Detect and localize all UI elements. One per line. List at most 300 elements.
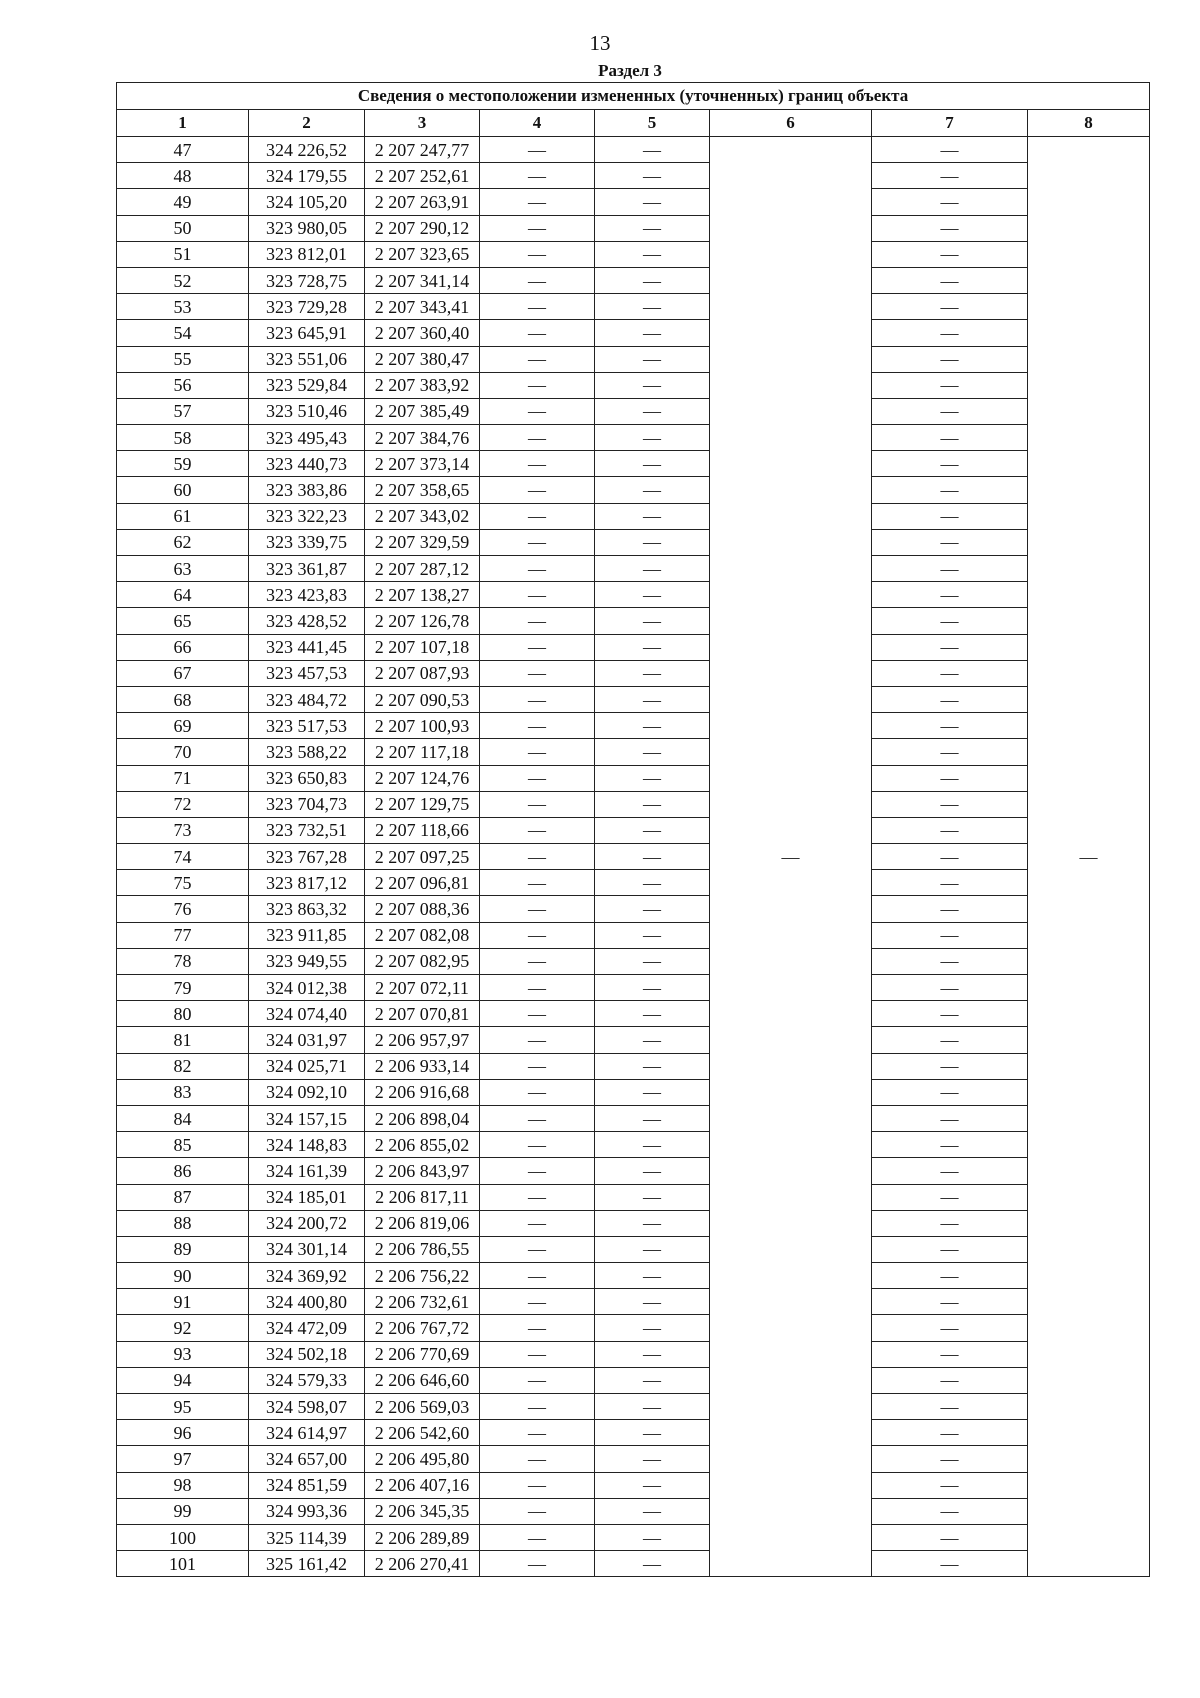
x-coordinate-cell: 323 650,83 [249,765,365,791]
x-coordinate-cell: 323 728,75 [249,267,365,293]
col5-dash-cell: — [595,686,710,712]
col5-dash-cell: — [595,1105,710,1131]
col7-dash-cell: — [872,1053,1028,1079]
col7-dash-cell: — [872,713,1028,739]
col4-dash-cell: — [480,1236,595,1262]
table-row [117,1446,1150,1472]
col4-dash-cell: — [480,1184,595,1210]
point-number-cell: 95 [117,1394,249,1420]
y-coordinate-cell: 2 206 345,35 [365,1498,480,1524]
col5-dash-cell: — [595,1472,710,1498]
col4-dash-cell: — [480,948,595,974]
col7-dash-cell: — [872,294,1028,320]
x-coordinate-cell: 324 179,55 [249,163,365,189]
point-number-cell: 68 [117,686,249,712]
x-coordinate-cell: 324 074,40 [249,1001,365,1027]
col7-dash-cell: — [872,241,1028,267]
col7-dash-cell: — [872,922,1028,948]
x-coordinate-cell: 323 495,43 [249,425,365,451]
y-coordinate-cell: 2 207 072,11 [365,975,480,1001]
col4-dash-cell: — [480,1158,595,1184]
col5-dash-cell: — [595,896,710,922]
col5-dash-cell: — [595,948,710,974]
col4-dash-cell: — [480,582,595,608]
x-coordinate-cell: 324 993,36 [249,1498,365,1524]
y-coordinate-cell: 2 207 082,95 [365,948,480,974]
col4-dash-cell: — [480,1498,595,1524]
col7-dash-cell: — [872,896,1028,922]
table-row [117,1341,1150,1367]
y-coordinate-cell: 2 206 646,60 [365,1367,480,1393]
y-coordinate-cell: 2 207 096,81 [365,870,480,896]
table-row [117,922,1150,948]
x-coordinate-cell: 323 529,84 [249,372,365,398]
point-number-cell: 77 [117,922,249,948]
y-coordinate-cell: 2 207 252,61 [365,163,480,189]
point-number-cell: 62 [117,529,249,555]
col5-dash-cell: — [595,1446,710,1472]
point-number-cell: 66 [117,634,249,660]
x-coordinate-cell: 324 301,14 [249,1236,365,1262]
y-coordinate-cell: 2 206 569,03 [365,1394,480,1420]
y-coordinate-cell: 2 207 118,66 [365,817,480,843]
col7-dash-cell: — [872,1524,1028,1550]
col5-dash-cell: — [595,1524,710,1550]
col4-dash-cell: — [480,1263,595,1289]
y-coordinate-cell: 2 207 124,76 [365,765,480,791]
page-number: 13 [589,31,611,55]
col5-dash-cell: — [595,346,710,372]
x-coordinate-cell: 323 322,23 [249,503,365,529]
y-coordinate-cell: 2 207 107,18 [365,634,480,660]
col5-dash-cell: — [595,1551,710,1577]
col4-dash-cell: — [480,686,595,712]
point-number-cell: 98 [117,1472,249,1498]
x-coordinate-cell: 324 851,59 [249,1472,365,1498]
col5-dash-cell: — [595,975,710,1001]
col5-dash-cell: — [595,1158,710,1184]
y-coordinate-cell: 2 206 495,80 [365,1446,480,1472]
col7-dash-cell: — [872,1158,1028,1184]
x-coordinate-cell: 323 911,85 [249,922,365,948]
col7-dash-cell: — [872,1210,1028,1236]
col5-dash-cell: — [595,660,710,686]
point-number-cell: 89 [117,1236,249,1262]
col7-dash-cell: — [872,503,1028,529]
table-row [117,1105,1150,1131]
table-row [117,1184,1150,1210]
y-coordinate-cell: 2 206 819,06 [365,1210,480,1236]
table-row [117,870,1150,896]
col4-dash-cell: — [480,922,595,948]
table-row [117,241,1150,267]
point-number-cell: 74 [117,844,249,870]
column-header-1: 1 [117,110,249,137]
x-coordinate-cell: 324 161,39 [249,1158,365,1184]
y-coordinate-cell: 2 206 855,02 [365,1132,480,1158]
y-coordinate-cell: 2 206 933,14 [365,1053,480,1079]
col4-dash-cell: — [480,896,595,922]
col4-dash-cell: — [480,765,595,791]
table-row [117,1420,1150,1446]
col5-dash-cell: — [595,451,710,477]
table-row [117,267,1150,293]
col7-dash-cell: — [872,817,1028,843]
table-row [117,791,1150,817]
point-number-cell: 72 [117,791,249,817]
table-row [117,1289,1150,1315]
table-row [117,660,1150,686]
x-coordinate-cell: 323 517,53 [249,713,365,739]
point-number-cell: 79 [117,975,249,1001]
col5-dash-cell: — [595,1315,710,1341]
table-row [117,215,1150,241]
table-row [117,608,1150,634]
col4-dash-cell: — [480,660,595,686]
table-row [117,1498,1150,1524]
col4-dash-cell: — [480,1105,595,1131]
col5-dash-cell: — [595,634,710,660]
y-coordinate-cell: 2 206 542,60 [365,1420,480,1446]
col4-dash-cell: — [480,346,595,372]
y-coordinate-cell: 2 206 732,61 [365,1289,480,1315]
y-coordinate-cell: 2 207 343,02 [365,503,480,529]
table-row [117,582,1150,608]
col4-dash-cell: — [480,1420,595,1446]
y-coordinate-cell: 2 207 383,92 [365,372,480,398]
col7-dash-cell: — [872,844,1028,870]
col7-dash-cell: — [872,765,1028,791]
col4-dash-cell: — [480,137,595,163]
col4-dash-cell: — [480,634,595,660]
col7-dash-cell: — [872,1472,1028,1498]
col5-dash-cell: — [595,844,710,870]
point-number-cell: 73 [117,817,249,843]
x-coordinate-cell: 324 092,10 [249,1079,365,1105]
col5-dash-cell: — [595,1210,710,1236]
x-coordinate-cell: 323 729,28 [249,294,365,320]
col5-dash-cell: — [595,713,710,739]
col5-dash-cell: — [595,425,710,451]
x-coordinate-cell: 324 579,33 [249,1367,365,1393]
col5-dash-cell: — [595,189,710,215]
x-coordinate-cell: 324 185,01 [249,1184,365,1210]
col5-dash-cell: — [595,1289,710,1315]
col7-dash-cell: — [872,556,1028,582]
col4-dash-cell: — [480,713,595,739]
table-row [117,503,1150,529]
col5-dash-cell: — [595,1420,710,1446]
col5-dash-cell: — [595,137,710,163]
col4-dash-cell: — [480,425,595,451]
y-coordinate-cell: 2 207 129,75 [365,791,480,817]
table-row [117,189,1150,215]
column-header-5: 5 [595,110,710,137]
x-coordinate-cell: 323 428,52 [249,608,365,634]
y-coordinate-cell: 2 207 287,12 [365,556,480,582]
point-number-cell: 48 [117,163,249,189]
point-number-cell: 82 [117,1053,249,1079]
col5-dash-cell: — [595,1263,710,1289]
table-row [117,529,1150,555]
y-coordinate-cell: 2 207 088,36 [365,896,480,922]
col5-dash-cell: — [595,556,710,582]
y-coordinate-cell: 2 206 786,55 [365,1236,480,1262]
table-row [117,398,1150,424]
y-coordinate-cell: 2 206 916,68 [365,1079,480,1105]
column-header-7: 7 [872,110,1028,137]
col5-dash-cell: — [595,1394,710,1420]
col4-dash-cell: — [480,189,595,215]
col4-dash-cell: — [480,1524,595,1550]
col5-dash-cell: — [595,922,710,948]
point-number-cell: 61 [117,503,249,529]
table-row [117,948,1150,974]
x-coordinate-cell: 323 588,22 [249,739,365,765]
point-number-cell: 88 [117,1210,249,1236]
column-header-4: 4 [480,110,595,137]
x-coordinate-cell: 323 440,73 [249,451,365,477]
y-coordinate-cell: 2 207 090,53 [365,686,480,712]
y-coordinate-cell: 2 207 097,25 [365,844,480,870]
col4-dash-cell: — [480,1289,595,1315]
col7-dash-cell: — [872,739,1028,765]
table-row [117,346,1150,372]
point-number-cell: 65 [117,608,249,634]
point-number-cell: 100 [117,1524,249,1550]
point-number-cell: 94 [117,1367,249,1393]
y-coordinate-cell: 2 206 843,97 [365,1158,480,1184]
col5-dash-cell: — [595,1367,710,1393]
point-number-cell: 47 [117,137,249,163]
col7-dash-cell: — [872,372,1028,398]
y-coordinate-cell: 2 207 138,27 [365,582,480,608]
col4-dash-cell: — [480,163,595,189]
table-row [117,1236,1150,1262]
col4-dash-cell: — [480,451,595,477]
point-number-cell: 101 [117,1551,249,1577]
col7-dash-cell: — [872,1341,1028,1367]
col7-dash-cell: — [872,975,1028,1001]
col4-dash-cell: — [480,1551,595,1577]
x-coordinate-cell: 324 025,71 [249,1053,365,1079]
col5-dash-cell: — [595,163,710,189]
col4-dash-cell: — [480,1027,595,1053]
x-coordinate-cell: 324 369,92 [249,1263,365,1289]
table-row [117,1263,1150,1289]
point-number-cell: 56 [117,372,249,398]
x-coordinate-cell: 324 200,72 [249,1210,365,1236]
col4-dash-cell: — [480,398,595,424]
x-coordinate-cell: 323 484,72 [249,686,365,712]
col7-dash-cell: — [872,477,1028,503]
col5-dash-cell: — [595,398,710,424]
point-number-cell: 93 [117,1341,249,1367]
x-coordinate-cell: 324 657,00 [249,1446,365,1472]
point-number-cell: 90 [117,1263,249,1289]
x-coordinate-cell: 323 863,32 [249,896,365,922]
col7-dash-cell: — [872,189,1028,215]
y-coordinate-cell: 2 207 323,65 [365,241,480,267]
y-coordinate-cell: 2 206 817,11 [365,1184,480,1210]
table-row [117,451,1150,477]
x-coordinate-cell: 325 114,39 [249,1524,365,1550]
point-number-cell: 92 [117,1315,249,1341]
col4-dash-cell: — [480,870,595,896]
x-coordinate-cell: 323 551,06 [249,346,365,372]
table-body [117,137,1150,1577]
column-header-row [117,110,1150,137]
col8-merged-cell: — [1028,137,1150,1577]
table-row [117,1158,1150,1184]
point-number-cell: 63 [117,556,249,582]
point-number-cell: 54 [117,320,249,346]
point-number-cell: 85 [117,1132,249,1158]
table-row [117,1367,1150,1393]
col4-dash-cell: — [480,739,595,765]
col4-dash-cell: — [480,1394,595,1420]
col7-dash-cell: — [872,320,1028,346]
x-coordinate-cell: 324 105,20 [249,189,365,215]
col7-dash-cell: — [872,634,1028,660]
col5-dash-cell: — [595,608,710,634]
col7-dash-cell: — [872,1027,1028,1053]
col4-dash-cell: — [480,320,595,346]
table-row [117,1472,1150,1498]
table-row [117,320,1150,346]
col5-dash-cell: — [595,765,710,791]
y-coordinate-cell: 2 207 384,76 [365,425,480,451]
point-number-cell: 91 [117,1289,249,1315]
table-row [117,713,1150,739]
table-row [117,372,1150,398]
table-row [117,477,1150,503]
x-coordinate-cell: 323 704,73 [249,791,365,817]
point-number-cell: 97 [117,1446,249,1472]
col7-dash-cell: — [872,1184,1028,1210]
y-coordinate-cell: 2 206 407,16 [365,1472,480,1498]
col5-dash-cell: — [595,267,710,293]
point-number-cell: 75 [117,870,249,896]
col4-dash-cell: — [480,503,595,529]
point-number-cell: 80 [117,1001,249,1027]
point-number-cell: 78 [117,948,249,974]
col4-dash-cell: — [480,529,595,555]
y-coordinate-cell: 2 207 358,65 [365,477,480,503]
col7-dash-cell: — [872,425,1028,451]
x-coordinate-cell: 324 031,97 [249,1027,365,1053]
point-number-cell: 67 [117,660,249,686]
x-coordinate-cell: 323 339,75 [249,529,365,555]
y-coordinate-cell: 2 206 270,41 [365,1551,480,1577]
y-coordinate-cell: 2 207 263,91 [365,189,480,215]
x-coordinate-cell: 323 457,53 [249,660,365,686]
col7-dash-cell: — [872,791,1028,817]
col4-dash-cell: — [480,477,595,503]
col7-dash-cell: — [872,346,1028,372]
x-coordinate-cell: 323 949,55 [249,948,365,974]
col4-dash-cell: — [480,817,595,843]
col4-dash-cell: — [480,975,595,1001]
x-coordinate-cell: 324 598,07 [249,1394,365,1420]
col4-dash-cell: — [480,1367,595,1393]
col7-dash-cell: — [872,582,1028,608]
point-number-cell: 76 [117,896,249,922]
col5-dash-cell: — [595,1001,710,1027]
x-coordinate-cell: 324 502,18 [249,1341,365,1367]
col4-dash-cell: — [480,294,595,320]
x-coordinate-cell: 324 012,38 [249,975,365,1001]
col7-dash-cell: — [872,267,1028,293]
col5-dash-cell: — [595,1132,710,1158]
col5-dash-cell: — [595,1027,710,1053]
y-coordinate-cell: 2 207 247,77 [365,137,480,163]
col5-dash-cell: — [595,372,710,398]
y-coordinate-cell: 2 207 373,14 [365,451,480,477]
table-row [117,765,1150,791]
col7-dash-cell: — [872,137,1028,163]
col5-dash-cell: — [595,1053,710,1079]
point-number-cell: 70 [117,739,249,765]
col7-dash-cell: — [872,1001,1028,1027]
col7-dash-cell: — [872,870,1028,896]
column-header-3: 3 [365,110,480,137]
col7-dash-cell: — [872,1551,1028,1577]
col4-dash-cell: — [480,844,595,870]
point-number-cell: 71 [117,765,249,791]
col5-dash-cell: — [595,1498,710,1524]
point-number-cell: 87 [117,1184,249,1210]
point-number-cell: 51 [117,241,249,267]
col5-dash-cell: — [595,870,710,896]
col5-dash-cell: — [595,320,710,346]
x-coordinate-cell: 323 980,05 [249,215,365,241]
point-number-cell: 69 [117,713,249,739]
col5-dash-cell: — [595,1079,710,1105]
col7-dash-cell: — [872,686,1028,712]
col4-dash-cell: — [480,1132,595,1158]
y-coordinate-cell: 2 206 957,97 [365,1027,480,1053]
col4-dash-cell: — [480,1315,595,1341]
y-coordinate-cell: 2 207 070,81 [365,1001,480,1027]
point-number-cell: 59 [117,451,249,477]
table-row [117,817,1150,843]
col7-dash-cell: — [872,660,1028,686]
point-number-cell: 58 [117,425,249,451]
point-number-cell: 86 [117,1158,249,1184]
col5-dash-cell: — [595,503,710,529]
col7-dash-cell: — [872,1132,1028,1158]
table-row [117,1551,1150,1577]
col5-dash-cell: — [595,791,710,817]
x-coordinate-cell: 323 441,45 [249,634,365,660]
table-row [117,137,1150,163]
col4-dash-cell: — [480,1001,595,1027]
col5-dash-cell: — [595,294,710,320]
table-row [117,1132,1150,1158]
y-coordinate-cell: 2 207 380,47 [365,346,480,372]
table-row [117,844,1150,870]
table-row [117,634,1150,660]
x-coordinate-cell: 324 472,09 [249,1315,365,1341]
col4-dash-cell: — [480,267,595,293]
col7-dash-cell: — [872,1446,1028,1472]
x-coordinate-cell: 323 732,51 [249,817,365,843]
point-number-cell: 53 [117,294,249,320]
table-row [117,163,1150,189]
table-row [117,1315,1150,1341]
table-row [117,739,1150,765]
